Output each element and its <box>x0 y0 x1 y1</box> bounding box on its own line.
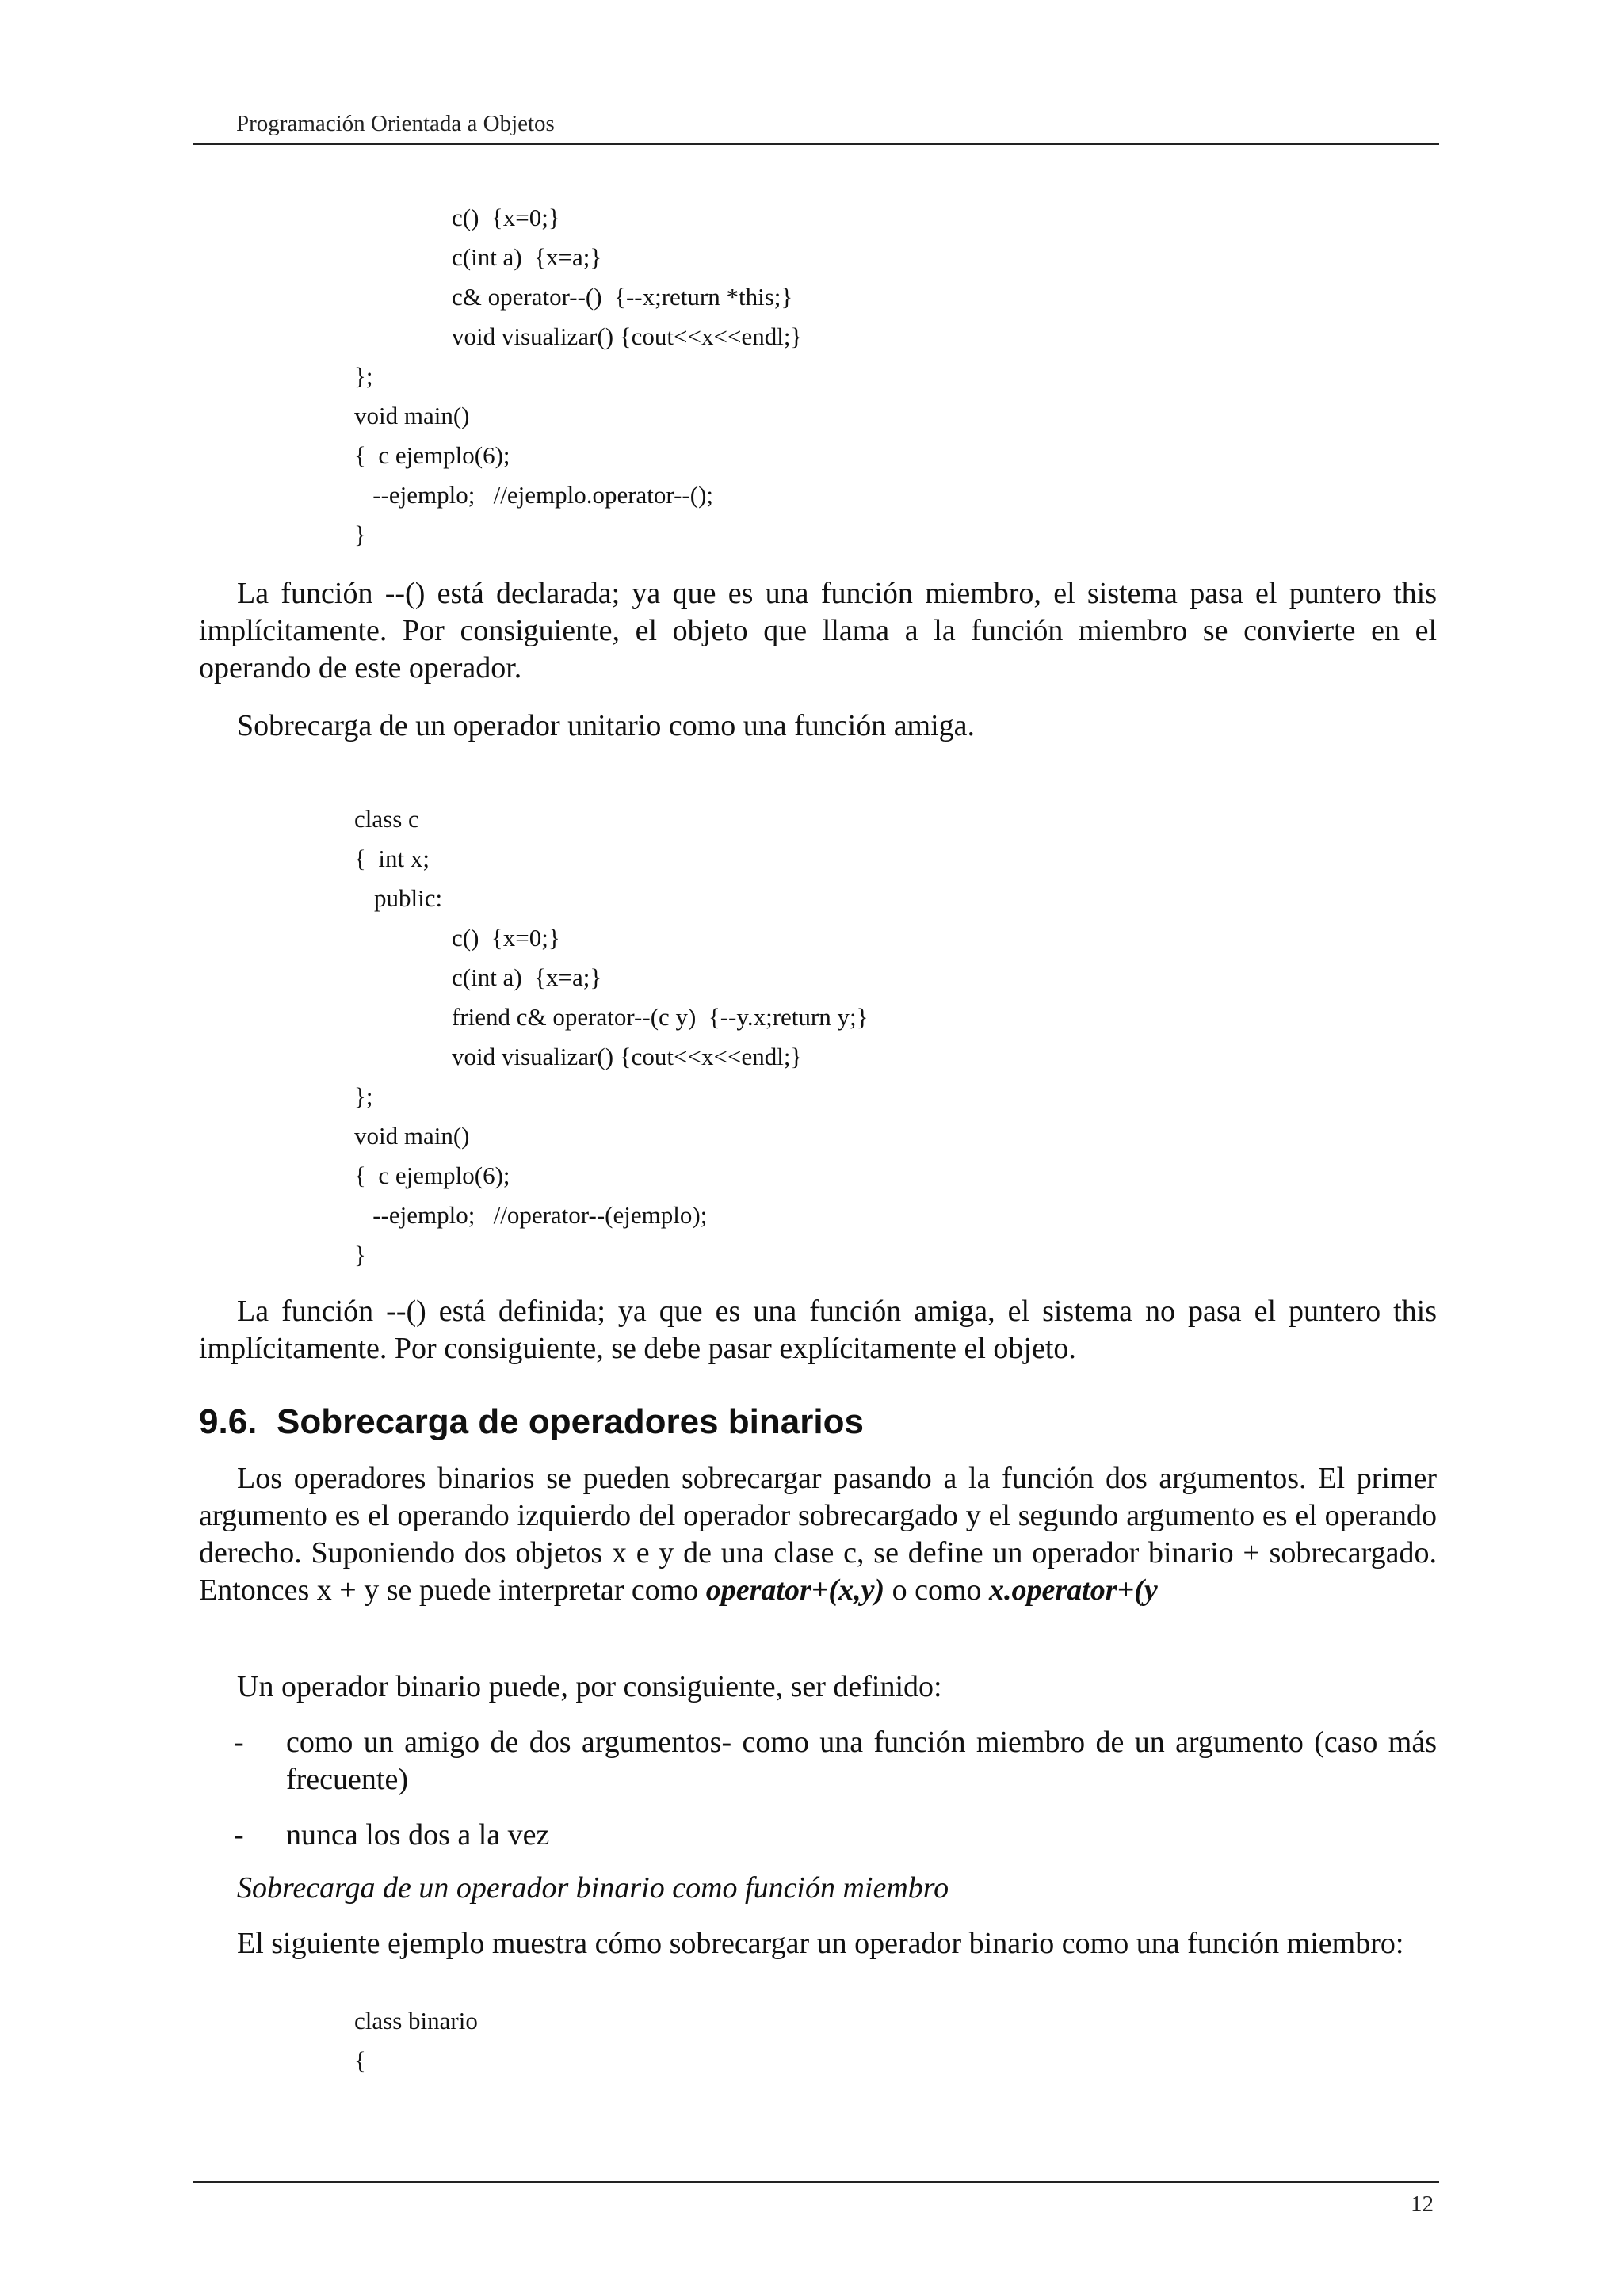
code-line: c(int a) {x=a;} <box>452 243 602 271</box>
section-title: Sobrecarga de operadores binarios <box>277 1402 864 1441</box>
paragraph: La función --() está definida; ya que es una función amiga, el sistema no pasa el puntero this implícitamente. Por consiguiente, se debe pasar explícitamente el objeto. <box>199 1295 1437 1365</box>
section-heading <box>199 1400 864 1444</box>
code-line: c& operator--() {--x;return *this;} <box>452 283 793 311</box>
paragraph: La función --() está declarada; ya que es una función miembro, el sistema pasa el puntero this implícitamente. Por consiguiente, el objeto que llama a la función miembro se convierte en el operando de este operador. <box>199 577 1437 685</box>
footer-rule <box>193 2181 1439 2183</box>
emphasis-text: x.operator+(y <box>989 1573 1158 1607</box>
code-line: public: <box>374 884 443 912</box>
code-line: { c ejemplo(6); <box>354 441 510 469</box>
code-line: }; <box>354 362 373 390</box>
code-line: { c ejemplo(6); <box>354 1161 510 1189</box>
list-item <box>234 1817 1437 1854</box>
paragraph: Un operador binario puede, por consiguiente, ser definido: <box>237 1670 942 1703</box>
code-line: }; <box>354 1082 373 1110</box>
code-block <box>0 799 1623 1275</box>
paragraph: Sobrecarga de un operador unitario como una función amiga. <box>237 709 976 742</box>
header-rule <box>193 143 1439 145</box>
code-line: --ejemplo; //ejemplo.operator--(); <box>354 481 714 509</box>
code-line: friend c& operator--(c y) {--y.x;return y;} <box>452 1003 869 1031</box>
code-line: c() {x=0;} <box>452 924 560 952</box>
code-line: c() {x=0;} <box>452 204 560 231</box>
paragraph-text: o como <box>884 1573 990 1607</box>
list-bullet: - <box>234 1818 244 1852</box>
code-line: void visualizar() {cout<<x<<endl;} <box>452 1043 803 1070</box>
list-bullet: - <box>234 1726 244 1759</box>
code-line: { int x; <box>354 845 430 872</box>
code-line: } <box>354 521 366 548</box>
paragraph-text: Los operadores binarios se pueden sobrecargar pasando a la función dos argumentos. El primer argumento es el operando izquierdo del operador sobrecargado y el segundo argumento es el operando derecho. Suponiendo dos objetos x e y de una clase c, se define un operador binario + sobrecargado. Entonces x + y se puede interpretar como <box>199 1462 1437 1607</box>
code-line: void visualizar() {cout<<x<<endl;} <box>452 322 803 350</box>
paragraph <box>199 1460 1437 1609</box>
code-line: } <box>354 1241 366 1268</box>
emphasis-text: operator+(x,y) <box>705 1573 885 1607</box>
code-line: void main() <box>354 1122 470 1150</box>
list-item-text: como un amigo de dos argumentos- como una función miembro de un argumento (caso más frecuente) <box>286 1726 1437 1796</box>
list-item-text: nunca los dos a la vez <box>286 1818 550 1852</box>
list-item <box>234 1724 1437 1798</box>
code-line: c(int a) {x=a;} <box>452 963 602 991</box>
subheading: Sobrecarga de un operador binario como función miembro <box>237 1871 949 1905</box>
page-header: Programación Orientada a Objetos <box>236 111 555 136</box>
code-block <box>0 2001 1623 2081</box>
page-number: 12 <box>1411 2191 1434 2217</box>
code-line: void main() <box>354 402 470 429</box>
paragraph: El siguiente ejemplo muestra cómo sobrecargar un operador binario como una función miembro: <box>237 1927 1404 1960</box>
code-block <box>0 198 1623 555</box>
code-line: class c <box>354 805 419 833</box>
code-line: --ejemplo; //operator--(ejemplo); <box>354 1201 708 1229</box>
code-line: class binario <box>354 2007 478 2035</box>
section-number: 9.6. <box>199 1402 258 1441</box>
code-line: { <box>354 2046 366 2074</box>
